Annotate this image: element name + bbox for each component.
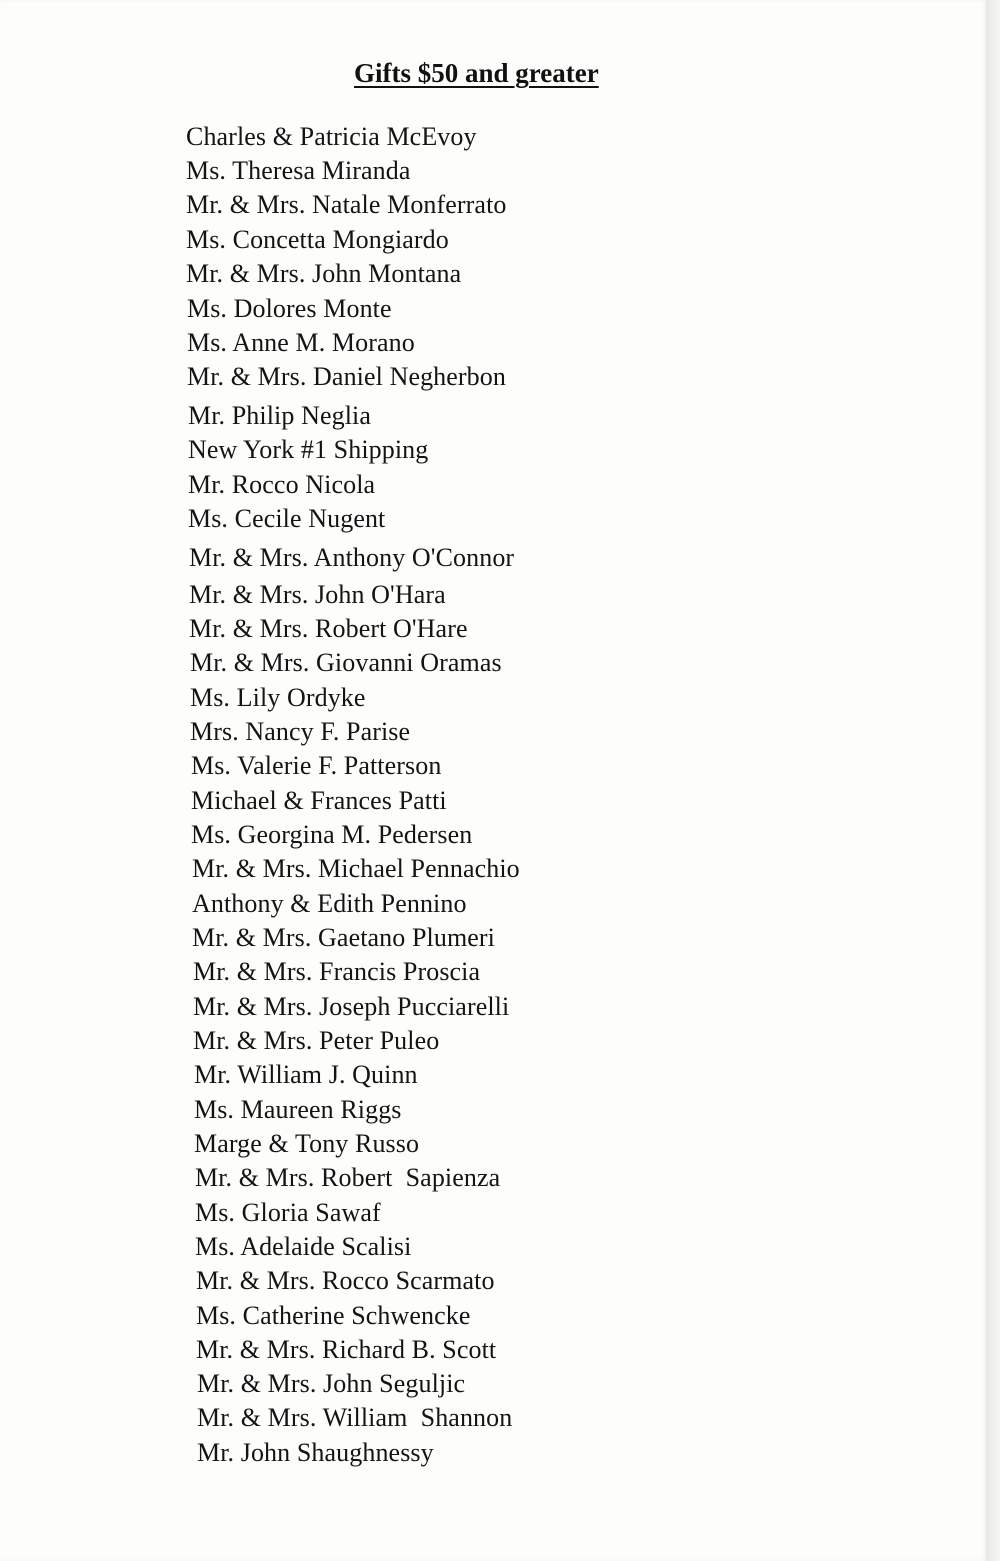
page-title: Gifts $50 and greater — [354, 58, 599, 88]
paper-edge — [986, 0, 1000, 1561]
donor-name: Ms. Theresa Miranda — [186, 156, 411, 185]
donor-name: Mr. & Mrs. Rocco Scarmato — [196, 1266, 495, 1295]
donor-name: Ms. Adelaide Scalisi — [195, 1232, 412, 1261]
donor-name: New York #1 Shipping — [188, 435, 429, 464]
donor-name: Mr. & Mrs. Francis Proscia — [193, 957, 481, 986]
donor-name: Ms. Anne M. Morano — [187, 328, 415, 357]
donor-name: Mr. & Mrs. Natale Monferrato — [186, 190, 507, 219]
donor-name: Mr. & Mrs. Daniel Negherbon — [187, 362, 506, 391]
donor-name: Mr. & Mrs. Joseph Pucciarelli — [193, 992, 510, 1021]
donor-name: Mr. & Mrs. Anthony O'Connor — [189, 543, 515, 572]
donor-name: Ms. Georgina M. Pedersen — [191, 820, 473, 849]
donor-name: Mrs. Nancy F. Parise — [190, 717, 411, 746]
donor-name: Ms. Concetta Mongiardo — [186, 225, 449, 254]
donor-name: Marge & Tony Russo — [194, 1129, 420, 1158]
donor-name: Ms. Gloria Sawaf — [195, 1198, 381, 1227]
donor-name: Mr. & Mrs. Giovanni Oramas — [190, 648, 502, 677]
donor-name: Ms. Lily Ordyke — [190, 683, 366, 712]
donor-name: Mr. Rocco Nicola — [188, 470, 376, 499]
donor-name: Ms. Cecile Nugent — [188, 504, 386, 533]
donor-name: Mr. & Mrs. Robert O'Hare — [189, 614, 468, 643]
donor-name: Mr. John Shaughnessy — [197, 1438, 434, 1467]
donor-name: Ms. Valerie F. Patterson — [191, 751, 442, 780]
donor-name: Mr. & Mrs. William Shannon — [197, 1403, 513, 1432]
donor-name: Anthony & Edith Pennino — [192, 889, 467, 918]
donor-name: Mr. & Mrs. Robert Sapienza — [195, 1163, 501, 1192]
donor-name: Mr. & Mrs. John Montana — [186, 259, 462, 288]
donor-name: Mr. Philip Neglia — [188, 401, 371, 430]
donor-name: Mr. & Mrs. Peter Puleo — [193, 1026, 440, 1055]
donor-name: Mr. & Mrs. John O'Hara — [189, 580, 446, 609]
donor-name: Mr. & Mrs. Richard B. Scott — [196, 1335, 497, 1364]
donor-name: Charles & Patricia McEvoy — [186, 122, 477, 151]
donor-name: Mr. & Mrs. John Seguljic — [197, 1369, 466, 1398]
donor-name: Michael & Frances Patti — [191, 786, 447, 815]
donor-name: Mr. William J. Quinn — [194, 1060, 418, 1089]
donor-name: Mr. & Mrs. Gaetano Plumeri — [192, 923, 496, 952]
donor-name: Ms. Catherine Schwencke — [196, 1301, 471, 1330]
donor-name: Ms. Dolores Monte — [187, 294, 392, 323]
donor-name: Ms. Maureen Riggs — [194, 1095, 402, 1124]
donor-name: Mr. & Mrs. Michael Pennachio — [192, 854, 520, 883]
